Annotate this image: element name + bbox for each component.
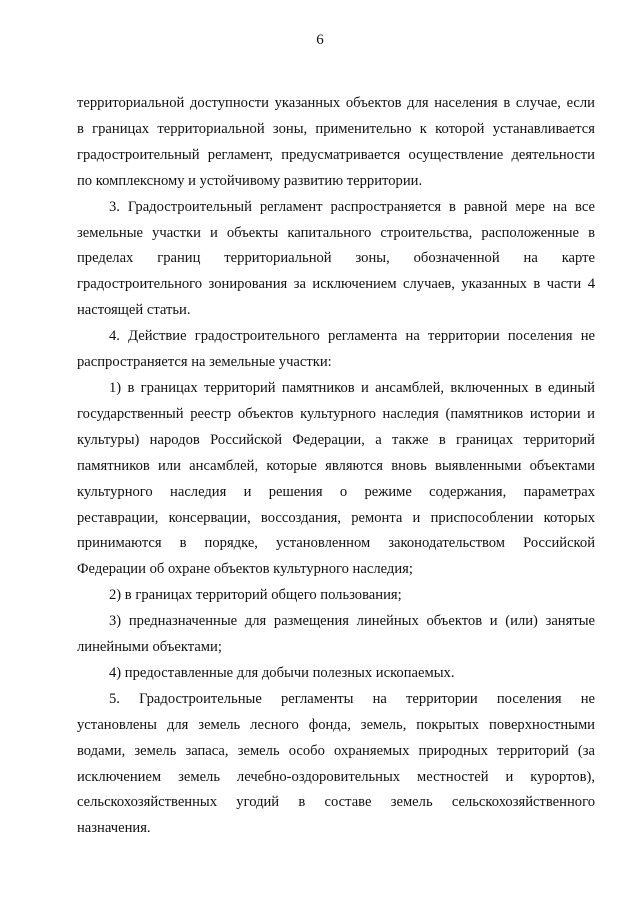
paragraph: [77, 376, 595, 583]
text-line: 3. Градостроительный регламент распространяется в равной мере на все: [109, 198, 595, 215]
text-line: реставрации, консервации, воссоздания, ремонта и приспособлении которых: [77, 509, 595, 526]
text-line: пределах границ территориальной зоны, обозначенной на карте: [77, 250, 595, 267]
text-line: градостроительный регламент, предусматривается осуществление деятельности: [77, 146, 595, 163]
text-line: по комплексному и устойчивому развитию территории.: [77, 172, 423, 189]
text-line: культурного наследия и решения о режиме содержания, параметрах: [77, 483, 595, 500]
text-line: территориальной доступности указанных объектов для населения в случае, если: [77, 95, 595, 111]
text-line: в границах территориальной зоны, применительно к которой устанавливается: [77, 120, 595, 137]
paragraph: [77, 609, 595, 661]
text-line: сельскохозяйственных угодий в составе земель сельскохозяйственного: [77, 794, 595, 811]
text-line: памятников или ансамблей, которые являются вновь выявленными объектами: [77, 457, 595, 474]
text-line: 4. Действие градостроительного регламента на территории поселения не: [109, 328, 595, 345]
text-line: градостроительного зонирования за исключением случаев, указанных в части 4: [77, 276, 595, 293]
text-line: Федерации об охране объектов культурного наследия;: [77, 561, 413, 578]
text-line: установлены для земель лесного фонда, земель, покрытых поверхностными: [77, 716, 595, 733]
paragraph: [77, 661, 595, 687]
text-line: 1) в границах территорий памятников и ансамблей, включенных в единый: [109, 379, 595, 396]
text-line: 4) предоставленные для добычи полезных ископаемых.: [109, 664, 455, 681]
text-line: исключением земель лечебно-оздоровительных местностей и курортов),: [77, 768, 595, 785]
text-line: линейными объектами;: [77, 639, 222, 656]
text-line: настоящей статьи.: [77, 302, 191, 319]
paragraph: [77, 195, 595, 325]
paragraph: [77, 91, 595, 195]
text-line: 3) предназначенные для размещения линейных объектов и (или) занятые: [109, 613, 595, 630]
text-line: принимаются в порядке, установленном законодательством Российской: [77, 535, 595, 552]
paragraph: [77, 687, 595, 842]
paragraph: [77, 583, 595, 609]
text-line: земельные участки и объекты капитального строительства, расположенные в: [77, 224, 595, 241]
text-line: назначения.: [77, 820, 151, 837]
text-line: 2) в границах территорий общего пользования;: [109, 587, 402, 604]
page-number: 6: [316, 32, 324, 48]
text-line: 5. Градостроительные регламенты на территории поселения не: [109, 690, 595, 707]
text-line: водами, земель запаса, земель особо охраняемых природных территорий (за: [77, 742, 595, 759]
text-line: распространяется на земельные участки:: [77, 354, 332, 371]
text-line: государственный реестр объектов культурного наследия (памятников истории и: [77, 405, 595, 422]
text-line: культуры) народов Российской Федерации, а также в границах территорий: [77, 431, 595, 448]
document-body: [77, 91, 595, 842]
paragraph: [77, 324, 595, 376]
